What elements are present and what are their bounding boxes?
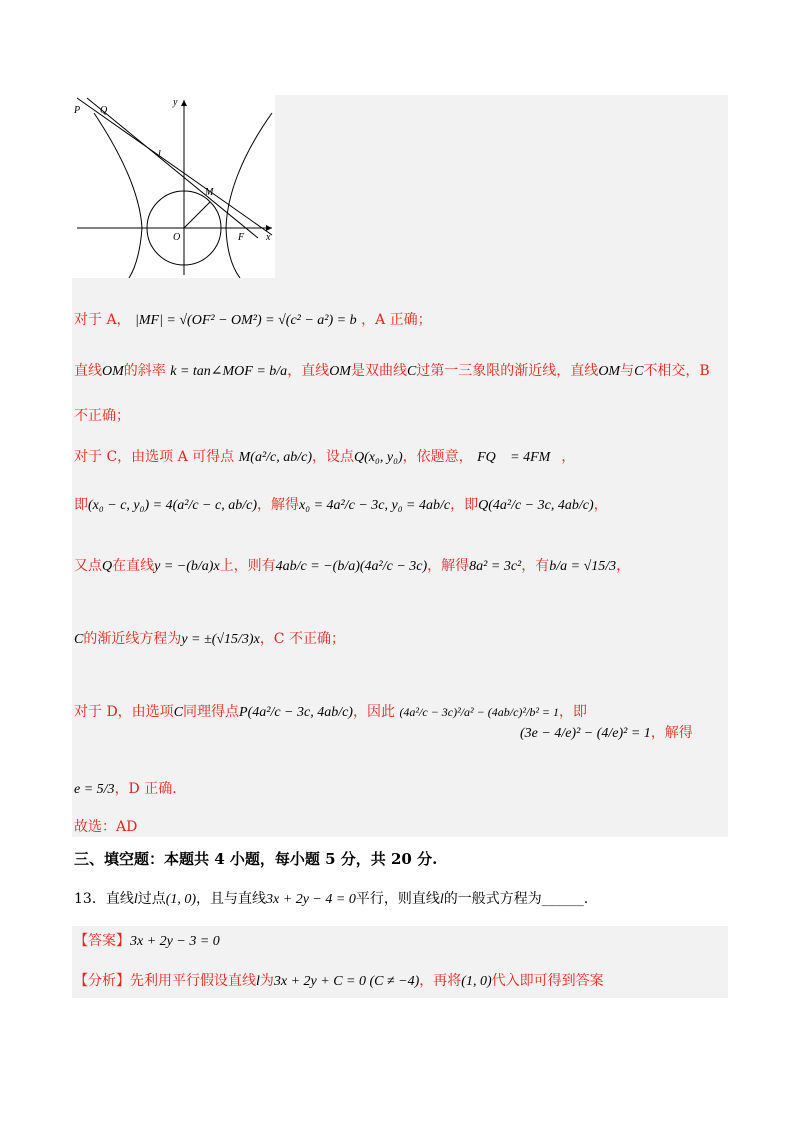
text-fragment: ， bbox=[616, 558, 631, 574]
formula-l: l bbox=[439, 892, 444, 907]
text-fragment: ，解得 bbox=[427, 558, 470, 574]
text-fragment: ，解得 bbox=[650, 725, 693, 741]
vector-formula: FQ⃗ = 4FM⃗ bbox=[477, 450, 562, 465]
text-fragment: 不正确； bbox=[74, 408, 130, 424]
asymptote-formula: y = ±(√15/3)x bbox=[181, 632, 260, 647]
point-m-formula: M(a²/c, ab/c) bbox=[238, 450, 313, 465]
axis-y-label: y bbox=[173, 97, 178, 108]
option-b-verdict bbox=[74, 407, 130, 425]
text-fragment: 上，则有 bbox=[219, 558, 276, 574]
answer-line bbox=[74, 932, 220, 951]
answer-tag: 【答案】 bbox=[74, 933, 130, 949]
point-q-result: Q(4a²/c − 3c, 4ab/c) bbox=[478, 498, 594, 513]
text-fragment: ，直线 bbox=[287, 363, 330, 379]
text-fragment: ，C 不正确； bbox=[259, 631, 345, 647]
text-fragment: 在直线 bbox=[112, 558, 155, 574]
text-fragment: 同理得点 bbox=[183, 704, 240, 720]
text-fragment: 是双曲线 bbox=[350, 363, 407, 379]
point-p-label: P bbox=[74, 105, 81, 116]
line-l-label: l bbox=[158, 149, 161, 160]
question-13 bbox=[74, 890, 588, 909]
eccentricity-equation: (3e − 4/e)² − (4/e)² = 1 bbox=[520, 726, 651, 741]
text-fragment: 与 bbox=[620, 363, 635, 379]
formula-c: C bbox=[634, 364, 644, 379]
option-d-line-1 bbox=[74, 703, 587, 722]
formula-q: Q bbox=[102, 559, 113, 574]
text-fragment: 的渐近线方程为 bbox=[83, 631, 182, 647]
point-q-formula: Q(x₀, y₀) bbox=[354, 450, 403, 465]
text-fragment: ，依题意， bbox=[402, 449, 473, 465]
text-fragment: 平行，则直线 bbox=[355, 891, 440, 907]
heading-text: 三、填空题：本题共 4 小题，每小题 5 分，共 20 分. bbox=[74, 850, 438, 868]
ratio-formula: b/a = √15/3 bbox=[549, 559, 617, 574]
option-c-line-1 bbox=[74, 448, 575, 467]
option-c-line-2 bbox=[74, 496, 608, 515]
point-formula: (1, 0) bbox=[165, 892, 197, 907]
option-b-line bbox=[74, 362, 710, 381]
option-c-line-3 bbox=[74, 557, 630, 576]
hyperbola-substitution: (4a²/c − 3c)²/a² − (4ab/c)²/b² = 1 bbox=[399, 705, 560, 719]
text-fragment: 故选：AD bbox=[74, 819, 138, 835]
option-a-formula: |MF| = √(OF² − OM²) = √(c² − a²) = b bbox=[135, 313, 357, 328]
text-fragment: ，解得 bbox=[256, 497, 299, 513]
formula-om: OM bbox=[102, 364, 124, 379]
text-fragment: ， bbox=[561, 449, 576, 465]
point-formula: (1, 0) bbox=[461, 974, 492, 989]
line-equation: 3x + 2y − 4 = 0 bbox=[266, 892, 356, 907]
line-equation: 3x + 2y + C = 0 (C ≠ −4) bbox=[273, 974, 420, 989]
analysis-line bbox=[74, 972, 604, 991]
eccentricity-result: e = 5/3 bbox=[74, 782, 115, 797]
vector-equation: (x₀ − c, y₀) = 4(a²/c − c, ab/c) bbox=[88, 498, 257, 513]
slope-formula: k = tan∠MOF = b/a bbox=[170, 364, 288, 379]
text-fragment: ，即 bbox=[450, 497, 479, 513]
text-fragment: ，即 bbox=[559, 704, 588, 720]
text-fragment: ，设点 bbox=[312, 449, 355, 465]
option-a-prefix: 对于 A， bbox=[74, 312, 131, 328]
point-o-label: O bbox=[173, 232, 181, 243]
point-f-label: F bbox=[238, 232, 245, 243]
text-fragment: 过点 bbox=[137, 891, 166, 907]
text-fragment: 代入即可得到答案 bbox=[491, 973, 604, 989]
text-fragment: 的一般式方程为______. bbox=[443, 891, 589, 907]
final-choice bbox=[74, 818, 137, 836]
text-fragment: ，再将 bbox=[419, 973, 462, 989]
text-fragment: 的斜率 bbox=[123, 363, 166, 379]
formula-l: l bbox=[133, 892, 138, 907]
formula-om: OM bbox=[329, 364, 351, 379]
text-fragment: ，因此 bbox=[352, 704, 395, 720]
option-c-line-4 bbox=[74, 630, 345, 649]
text-fragment: 对于 C，由选项 A 可得点 bbox=[74, 449, 235, 465]
point-p-formula: P(4a²/c − 3c, 4ab/c) bbox=[239, 705, 353, 720]
text-fragment: 又点 bbox=[74, 558, 102, 574]
axis-x-label: x bbox=[266, 232, 271, 243]
point-m-label: M bbox=[205, 187, 214, 198]
line-formula: y = −(b/a)x bbox=[154, 559, 220, 574]
text-fragment: 13．直线 bbox=[74, 891, 134, 907]
formula-c: C bbox=[173, 705, 184, 720]
relation-formula: 8a² = 3c² bbox=[469, 559, 522, 574]
hyperbola-figure bbox=[72, 95, 275, 278]
option-a-line bbox=[74, 311, 432, 330]
formula-c: C bbox=[74, 632, 84, 647]
text-fragment: ，有 bbox=[521, 558, 550, 574]
option-a-verdict: ，A 正确； bbox=[361, 312, 432, 328]
text-fragment: ，D 正确. bbox=[114, 781, 177, 797]
text-fragment: ，且与直线 bbox=[196, 891, 267, 907]
point-q-label: Q bbox=[100, 105, 108, 116]
text-fragment: ， bbox=[593, 497, 608, 513]
text-fragment: 即 bbox=[74, 497, 88, 513]
text-fragment: 直线 bbox=[74, 363, 102, 379]
solution-formula: x₀ = 4a²/c − 3c, y₀ = 4ab/c bbox=[298, 498, 451, 513]
answer-value: 3x + 2y − 3 = 0 bbox=[130, 934, 220, 949]
text-fragment: 对于 D，由选项 bbox=[74, 704, 174, 720]
substitution-formula: 4ab/c = −(b/a)(4a²/c − 3c) bbox=[275, 559, 428, 574]
section-heading bbox=[74, 850, 437, 868]
text-fragment: 过第一三象限的渐近线，直线 bbox=[416, 363, 599, 379]
option-d-line-1b bbox=[520, 724, 693, 743]
text-fragment: 先利用平行假设直线 bbox=[130, 973, 256, 989]
option-d-line-2 bbox=[74, 780, 177, 799]
text-fragment: 为 bbox=[259, 973, 274, 989]
formula-c: C bbox=[406, 364, 417, 379]
analysis-tag: 【分析】 bbox=[74, 973, 130, 989]
formula-l: l bbox=[256, 974, 260, 989]
text-fragment: 不相交，B bbox=[643, 363, 710, 379]
formula-om: OM bbox=[598, 364, 621, 379]
